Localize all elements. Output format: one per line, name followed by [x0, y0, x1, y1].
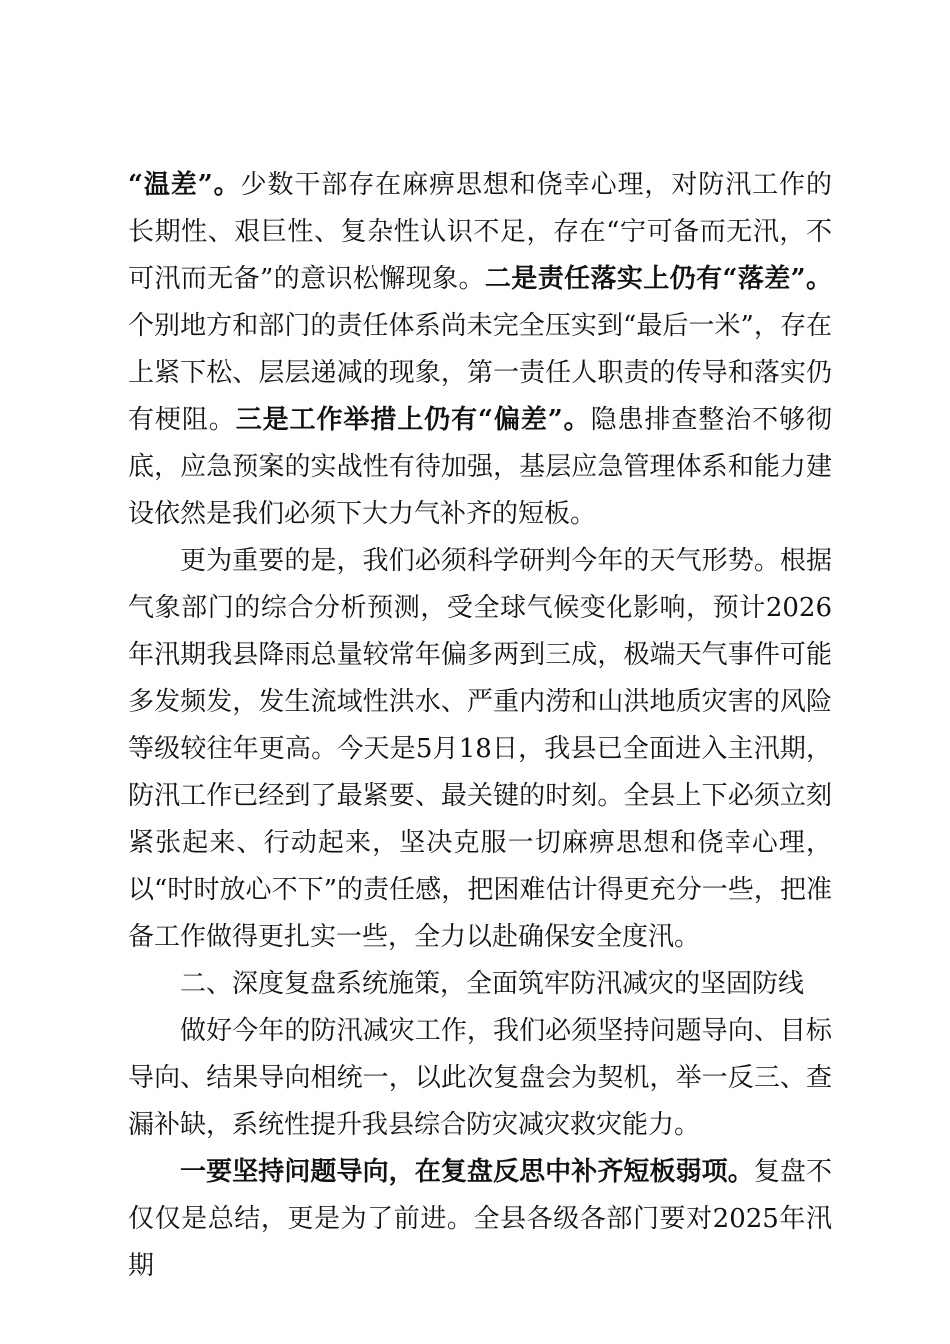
- body-text: 少数干部存在麻痹思想和侥幸心理，对防汛工作的长期性、艰巨性、复杂性认识不足，存在“宁可备而无汛，不可汛而无备”的意识松懈现象。: [128, 170, 832, 294]
- paragraph-problems: [128, 162, 832, 538]
- body-text: 更为重要的是，我们必须科学研判今年的天气形势。根据气象部门的综合分析预测，受全球气候变化影响，预计2026年汛期我县降雨总量较常年偏多两到三成，极端天气事件可能多发频发，发生流域性洪水、严重内涝和山洪地质灾害的风险等级较往年更高。今天是5月18日，我县已全面进入主汛期，防汛工作已经到了最紧要、最关键的时刻。全县上下必须立刻紧张起来、行动起来，坚决克服一切麻痹思想和侥幸心理，以“时时放心不下”的责任感，把困难估计得更充分一些，把准备工作做得更扎实一些，全力以赴确保安全度汛。: [128, 546, 832, 952]
- bold-heading-responsibility: 二是责任落实上仍有“落差”。: [484, 264, 832, 294]
- document-body: [128, 162, 832, 1290]
- body-text: 复盘不仅仅是总结，更是为了前进。全县各级各部门要对2025年汛期: [128, 1157, 832, 1281]
- body-text: 隐患排查整治不够彻底，应急预案的实战性有待加强，基层应急管理体系和能力建设依然是我们必须下大力气补齐的短板。: [128, 405, 832, 529]
- paragraph-problem-orientation: [128, 1149, 832, 1290]
- paragraph-guiding-principles: [128, 1008, 832, 1149]
- bold-heading-wencha: “温差”。: [128, 170, 241, 200]
- bold-heading-measures: 三是工作举措上仍有“偏差”。: [235, 405, 591, 435]
- bold-heading-problem-orientation: 一要坚持问题导向，在复盘反思中补齐短板弱项。: [180, 1157, 754, 1187]
- paragraph-weather-outlook: [128, 538, 832, 961]
- section-heading-text: 二、深度复盘系统施策，全面筑牢防汛减灾的坚固防线: [180, 969, 805, 999]
- body-text: 做好今年的防汛减灾工作，我们必须坚持问题导向、目标导向、结果导向相统一，以此次复盘会为契机，举一反三、查漏补缺，系统性提升我县综合防灾减灾救灾能力。: [128, 1016, 832, 1140]
- section-heading-two: [128, 961, 832, 1008]
- body-text: 个别地方和部门的责任体系尚未完全压实到“最后一米”，存在上紧下松、层层递减的现象，第一责任人职责的传导和落实仍有梗阻。: [128, 311, 832, 435]
